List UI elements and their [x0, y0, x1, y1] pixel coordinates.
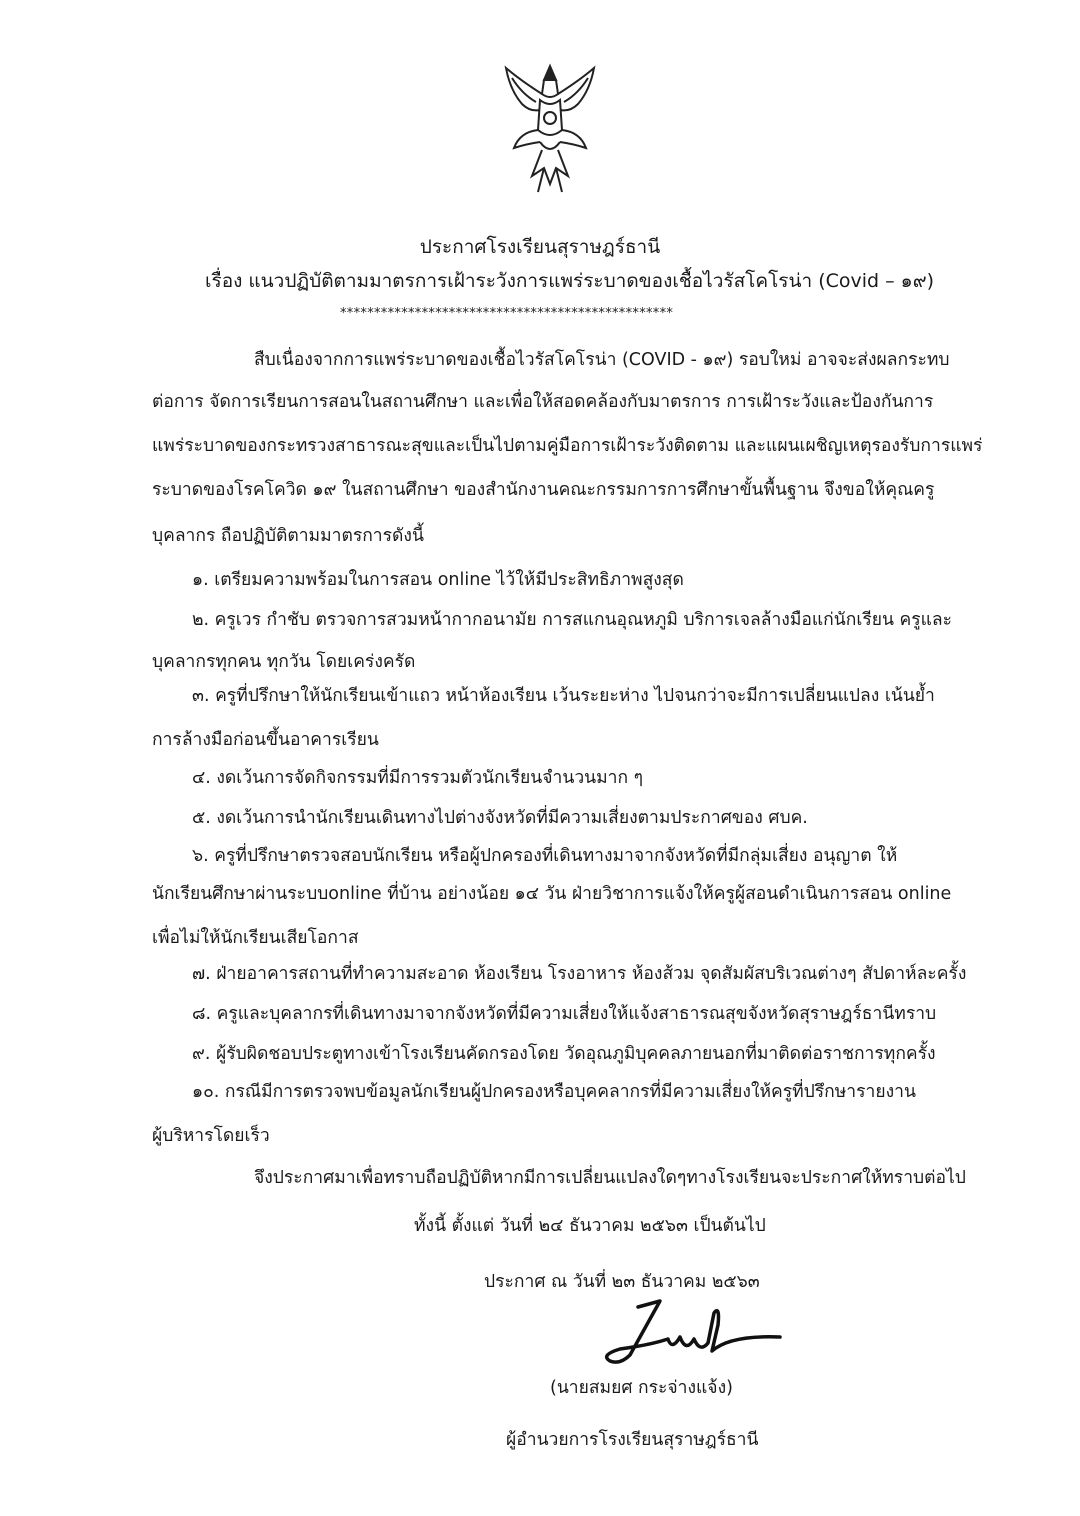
list-item-8: ๘. ครูและบุคลากรที่เดินทางมาจากจังหวัดที่มีความเสี่ยงให้แจ้งสาธารณสุขจังหวัดสุราษฎร์ธานีทราบ	[192, 1004, 937, 1024]
list-item-6-cont: นักเรียนศึกษาผ่านระบบonline ที่บ้าน อย่างน้อย ๑๔ วัน ฝ่ายวิชาการแจ้งให้ครูผู้สอนดำเนินการสอน online	[152, 884, 952, 904]
list-item-10-cont: ผู้บริหารโดยเร็ว	[152, 1126, 270, 1146]
body-line: ต่อการ จัดการเรียนการสอนในสถานศึกษา และเพื่อให้สอดคล้องกับมาตรการ การเฝ้าระวังและป้องกันการ	[152, 392, 934, 412]
list-item-7: ๗. ฝ่ายอาคารสถานที่ทำความสะอาด ห้องเรียน โรงอาหาร ห้องส้วม จุดสัมผัสบริเวณต่างๆ สัปดาห์ละครั้ง	[192, 964, 967, 984]
garuda-emblem-icon	[500, 60, 600, 200]
signer-position: ผู้อำนวยการโรงเรียนสุราษฎร์ธานี	[506, 1430, 759, 1450]
document-title: ประกาศโรงเรียนสุราษฎร์ธานี	[419, 236, 661, 258]
list-item-2-cont: บุคลากรทุกคน ทุกวัน โดยเคร่งครัด	[152, 652, 416, 672]
separator-line: *************************************************	[340, 306, 674, 321]
list-item-10: ๑๐. กรณีมีการตรวจพบข้อมูลนักเรียนผู้ปกครองหรือบุคคลากรที่มีความเสี่ยงให้ครูที่ปรึกษารายงาน	[192, 1082, 916, 1102]
list-item-4: ๔. งดเว้นการจัดกิจกรรมที่มีการรวมตัวนักเรียนจำนวนมาก ๆ	[192, 768, 644, 788]
list-item-2: ๒. ครูเวร กำชับ ตรวจการสวมหน้ากากอนามัย การสแกนอุณหภูมิ บริการเจลล้างมือแก่นักเรียน ครูและ	[192, 610, 953, 630]
body-line: ระบาดของโรคโควิด ๑๙ ในสถานศึกษา ของสำนักงานคณะกรรมการการศึกษาขั้นพื้นฐาน จึงขอให้คุณครู	[152, 480, 935, 500]
list-item-3: ๓. ครูที่ปรึกษาให้นักเรียนเข้าแถว หน้าห้องเรียน เว้นระยะห่าง ไปจนกว่าจะมีการเปลี่ยนแปลง เน้นย้ำ	[192, 686, 935, 706]
body-line: สืบเนื่องจากการแพร่ระบาดของเชื้อไวรัสโคโรน่า (COVID - ๑๙) รอบใหม่ อาจจะส่งผลกระทบ	[254, 350, 950, 370]
list-item-6-cont: เพื่อไม่ให้นักเรียนเสียโอกาส	[152, 928, 359, 948]
body-line: บุคลากร ถือปฏิบัติตามมาตรการดังนี้	[152, 526, 424, 546]
signature-icon	[590, 1295, 790, 1375]
signer-name: (นายสมยศ กระจ่างแจ้ง)	[550, 1378, 733, 1398]
list-item-1: ๑. เตรียมความพร้อมในการสอน online ไว้ให้มีประสิทธิภาพสูงสุด	[192, 570, 684, 590]
list-item-6: ๖. ครูที่ปรึกษาตรวจสอบนักเรียน หรือผู้ปกครองที่เดินทางมาจากจังหวัดที่มีกลุ่มเสี่ยง อนุญาต ให้	[192, 846, 898, 866]
announcement-date: ประกาศ ณ วันที่ ๒๓ ธันวาคม ๒๕๖๓	[484, 1272, 760, 1292]
list-item-5: ๕. งดเว้นการนำนักเรียนเดินทางไปต่างจังหวัดที่มีความเสี่ยงตามประกาศของ ศบค.	[192, 808, 808, 828]
document-subject: เรื่อง แนวปฏิบัติตามมาตรการเฝ้าระวังการแพร่ระบาดของเชื้อไวรัสโคโรน่า (Covid – ๑๙)	[205, 270, 935, 292]
list-item-9: ๙. ผู้รับผิดชอบประตูทางเข้าโรงเรียนคัดกรองโดย วัดอุณภูมิบุคคลภายนอกที่มาติดต่อราชการทุกครั้ง	[192, 1044, 936, 1064]
body-line: แพร่ระบาดของกระทรวงสาธารณะสุขและเป็นไปตามคู่มือการเฝ้าระวังติดตาม และแผนเผชิญเหตุรองรับการแพร่	[152, 436, 983, 456]
list-item-3-cont: การล้างมือก่อนขึ้นอาคารเรียน	[152, 730, 379, 750]
closing-statement: จึงประกาศมาเพื่อทราบถือปฏิบัติหากมีการเปลี่ยนแปลงใดๆทางโรงเรียนจะประกาศให้ทราบต่อไป	[254, 1168, 966, 1188]
effective-date: ทั้งนี้ ตั้งแต่ วันที่ ๒๔ ธันวาคม ๒๕๖๓ เป็นต้นไป	[414, 1216, 766, 1236]
